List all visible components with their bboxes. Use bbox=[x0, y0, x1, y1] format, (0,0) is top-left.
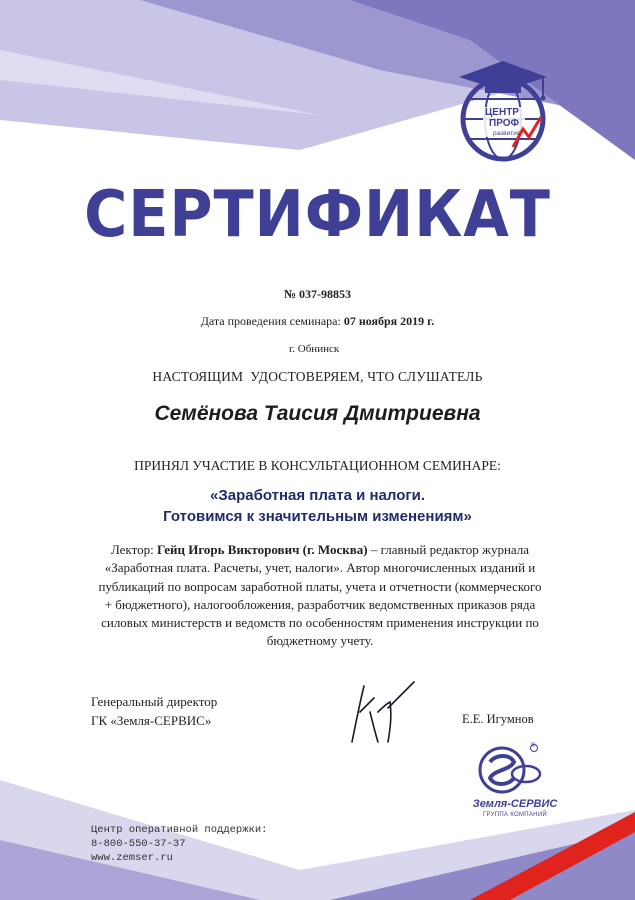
handwritten-signature bbox=[330, 672, 420, 752]
company-logo-subtitle: ГРУППА КОМПАНИЙ bbox=[482, 812, 548, 818]
registered-mark: ® bbox=[531, 743, 536, 749]
director-title: Генеральный директор bbox=[91, 694, 218, 709]
lecturer-paragraph bbox=[95, 541, 545, 651]
centr-prof-logo bbox=[455, 55, 555, 167]
certify-text: НАСТОЯЩИМ УДОСТОВЕРЯЕМ, ЧТО СЛУШАТЕЛЬ bbox=[152, 369, 483, 384]
seminar-date-line bbox=[0, 314, 635, 329]
support-website[interactable]: www.zemser.ru bbox=[91, 852, 173, 864]
participated-text: ПРИНЯЛ УЧАСТИЕ В КОНСУЛЬТАЦИОННОМ СЕМИНАРЕ: bbox=[134, 458, 501, 473]
zemlya-servis-emblem-icon bbox=[460, 740, 570, 800]
zemlya-servis-logo bbox=[460, 740, 570, 832]
company-logo-name: Земля-СЕРВИС bbox=[472, 798, 558, 810]
seminar-title-line1: «Заработная плата и налоги. bbox=[209, 487, 426, 504]
lecturer-name: Гейц Игорь Викторович (г. Москва) bbox=[156, 542, 368, 557]
lecturer-label: Лектор: bbox=[110, 542, 157, 557]
logo-text-line3: развития bbox=[493, 130, 521, 137]
lecturer-description: – главный редактор журнала «Заработная плата. Расчеты, учет, налоги». Автор многочисленных изданий и публикаций по вопросам заработной платы, учета и отчетности (коммерческого + бюджетного), налогообложения, разработчик ведомственных приказов ряда силовых министерств и ведомств по особенностям применения инструкции по бюджетному учету. bbox=[98, 542, 542, 649]
logo-text-line2: ПРОФ bbox=[489, 118, 520, 129]
city: г. Обнинск bbox=[289, 343, 340, 355]
seminar-title bbox=[0, 485, 635, 527]
support-label: Центр оперативной поддержки: bbox=[91, 824, 268, 836]
certificate-title: СЕРТИФИКАТ bbox=[84, 178, 551, 252]
director-company: ГК «Земля-СЕРВИС» bbox=[91, 713, 212, 728]
seminar-title-line2: Готовимся к значительным изменениям» bbox=[163, 508, 472, 525]
date-value: 07 ноября 2019 г. bbox=[343, 314, 435, 328]
support-block bbox=[91, 823, 267, 865]
support-phone[interactable]: 8-800-550-37-37 bbox=[91, 838, 186, 850]
participant-name: Семёнова Таисия Дмитриевна bbox=[154, 402, 481, 425]
certificate-number: № 037-98853 bbox=[283, 287, 352, 301]
date-label: Дата проведения семинара: bbox=[200, 314, 344, 328]
logo-text-line1: ЦЕНТР bbox=[485, 107, 519, 118]
signer-name: Е.Е. Игумнов bbox=[462, 712, 534, 726]
director-block bbox=[91, 692, 217, 730]
